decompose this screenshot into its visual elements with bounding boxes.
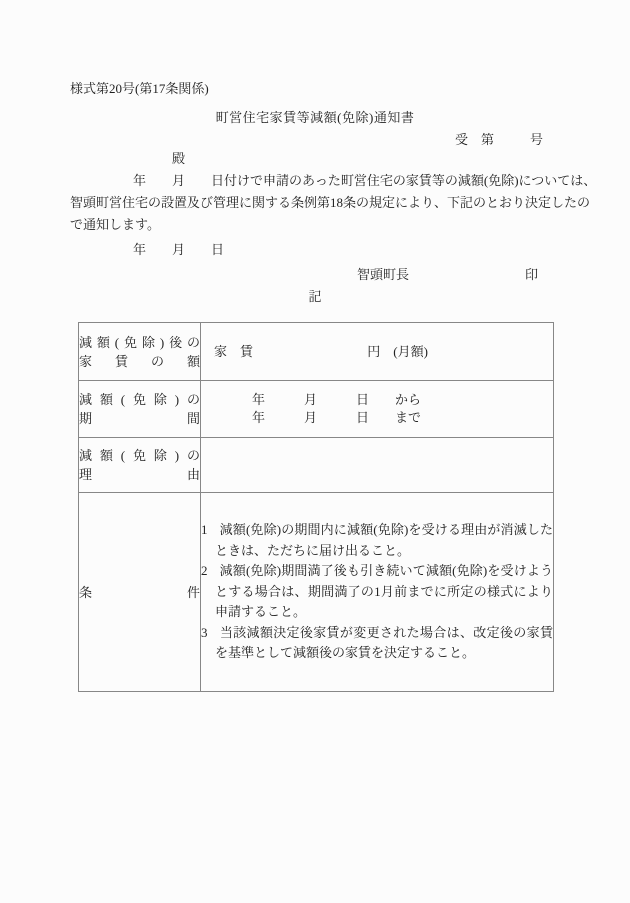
seal-mark: 印 (525, 267, 539, 282)
condition-text: 当該減額決定後家賃が変更された場合は、改定後の家賃を基準として減額後の家賃を決定すること。 (215, 624, 553, 661)
condition-number: 2 (201, 563, 208, 579)
receipt-suffix-label: 号 (529, 132, 543, 147)
condition-number: 3 (201, 624, 208, 640)
condition-text: 減額(免除)の期間内に減額(免除)を受ける理由が消滅したときは、ただちに届け出ること。 (215, 522, 553, 558)
label-line: 期 間 (79, 411, 200, 426)
notice-table (78, 322, 554, 692)
reason-cell (201, 438, 554, 493)
body-line: 年 月 日付けで申請のあった町営住宅の家賃等の減額(免除)については、 (133, 173, 597, 188)
period-to-line: 年 月 日 まで (252, 410, 422, 425)
label-reduced-rent-amount (79, 323, 201, 381)
table-row (79, 493, 554, 692)
receipt-prefix-label: 受 第 (455, 132, 495, 147)
label-reduction-period (79, 381, 201, 438)
mayor-title-label: 智頭町長 (357, 267, 410, 282)
period-cell (201, 381, 554, 438)
document-title: 町営住宅家賃等減額(免除)通知書 (215, 110, 415, 125)
body-line: で通知します。 (70, 217, 160, 232)
label-line: 減額(免除)の (79, 392, 200, 407)
label-line: 家 賃 の 額 (79, 353, 200, 369)
body-line: 智頭町営住宅の設置及び管理に関する条例第18条の規定により、下記のとおり決定したの (70, 195, 591, 210)
condition-text: 減額(免除)期間満了後も引き続いて減額(免除)を受けようとする場合は、期間満了の1月前までに所定の様式により申請すること。 (215, 563, 553, 620)
record-heading: 記 (308, 289, 322, 304)
condition-item-3 (201, 623, 553, 664)
label-reduction-reason (79, 438, 201, 493)
table-row (79, 323, 554, 381)
receipt-number-line (455, 132, 543, 147)
period-from-line: 年 月 日 から (252, 392, 422, 407)
rent-amount-cell (201, 323, 554, 381)
form-number-label: 様式第20号(第17条関係) (70, 81, 209, 96)
rent-label: 家 賃 (214, 343, 254, 359)
body-paragraph (70, 170, 597, 236)
table-row (79, 381, 554, 438)
label-line: 減額(免除)後の (79, 334, 200, 350)
issue-date-line: 年 月 日 (133, 242, 225, 257)
addressee-label: 殿 (172, 151, 186, 166)
condition-item-2 (201, 561, 553, 623)
label-conditions (79, 493, 201, 692)
condition-number: 1 (201, 522, 208, 538)
table-row (79, 438, 554, 493)
label-line: 理 由 (79, 467, 200, 482)
label-line: 減額(免除)の (79, 448, 200, 463)
conditions-cell (201, 493, 554, 692)
label-line: 条 件 (79, 584, 200, 600)
rent-unit-label: 円 (月額) (367, 343, 428, 359)
condition-item-1 (201, 520, 553, 561)
